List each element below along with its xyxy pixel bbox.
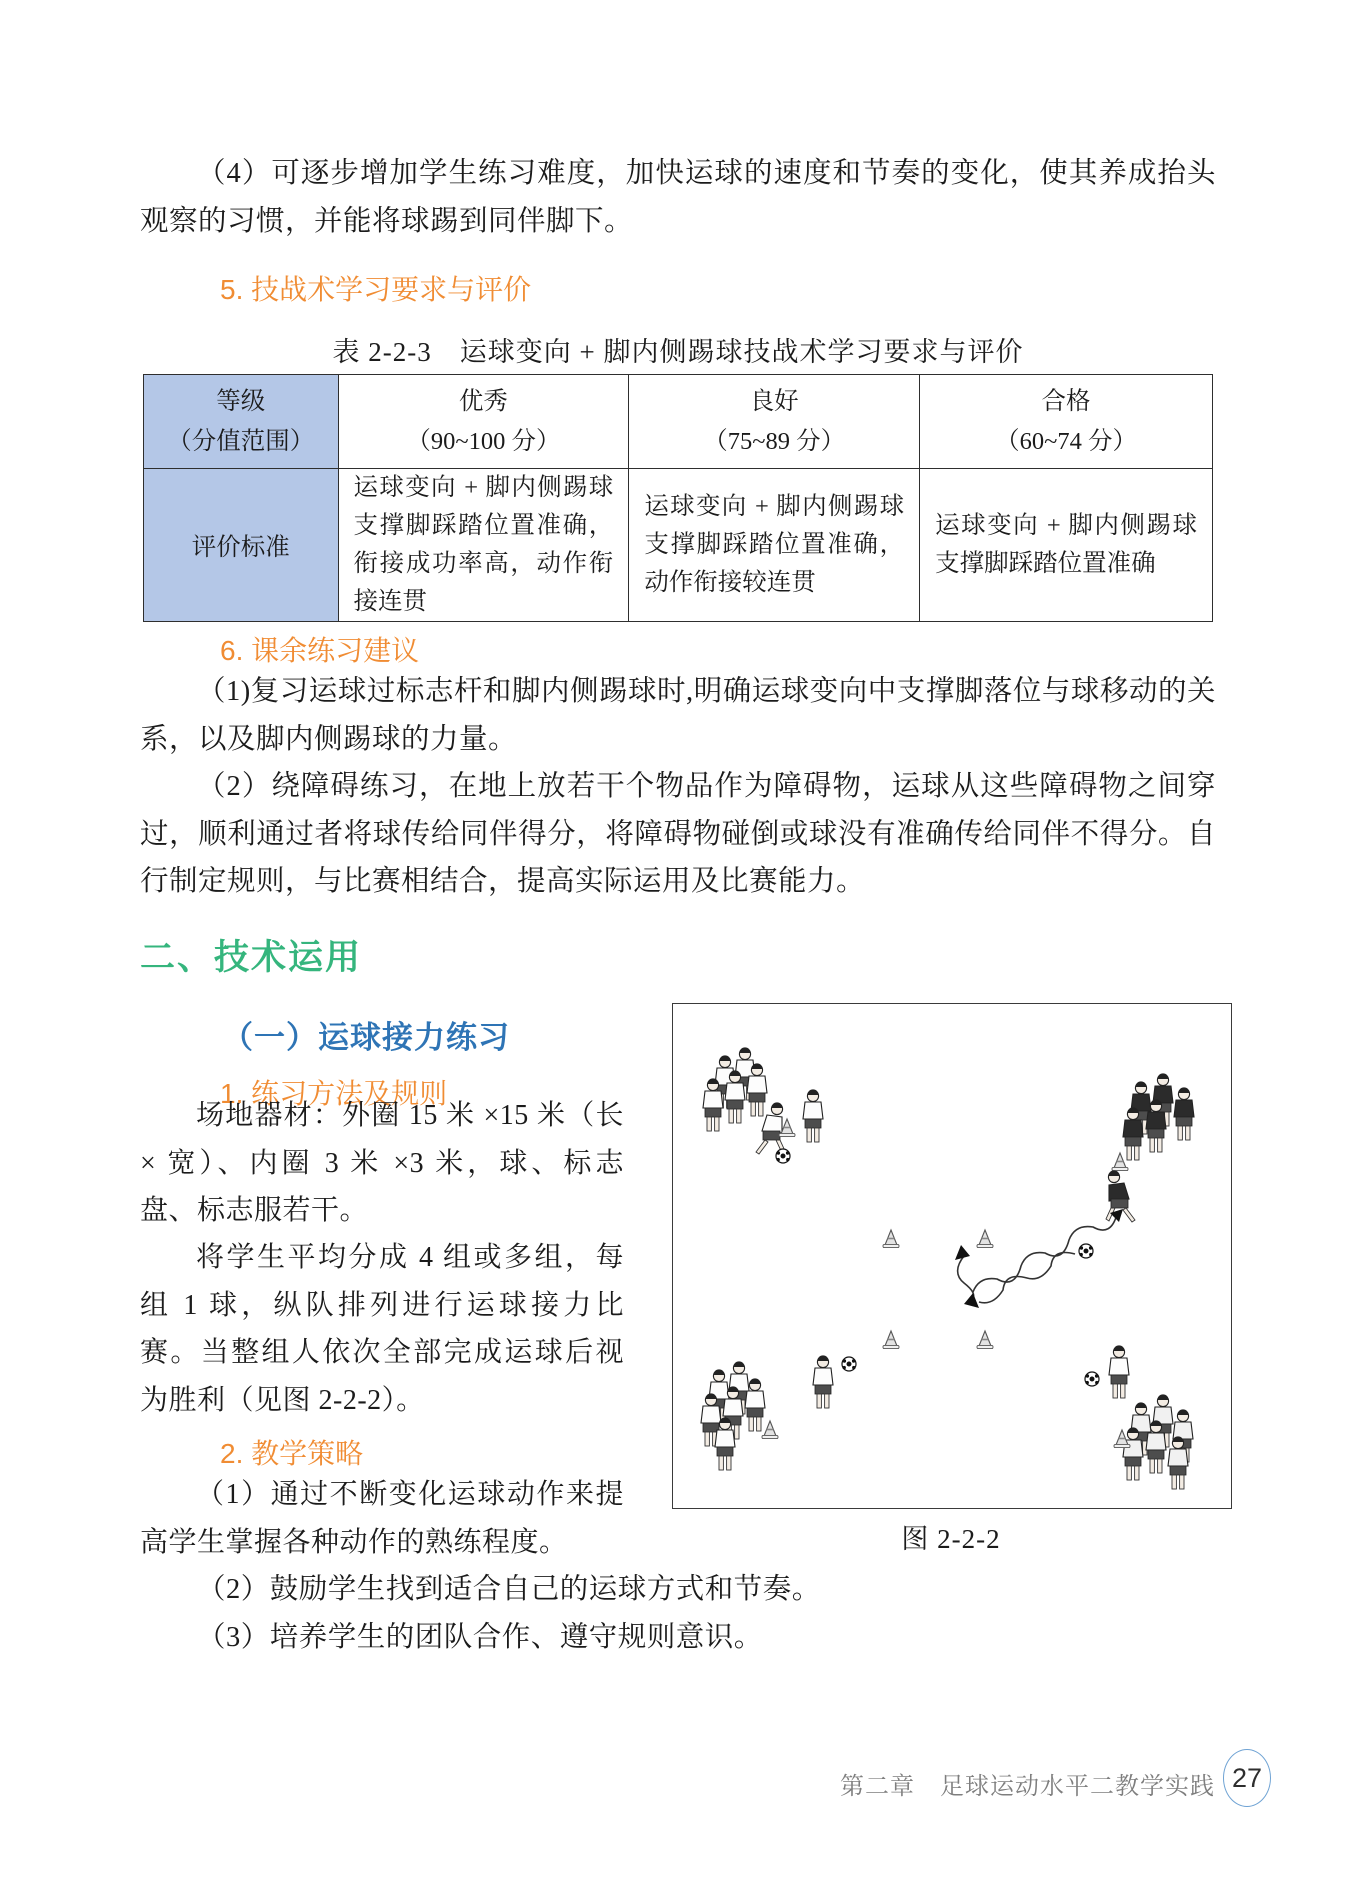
page-number-badge (1223, 1749, 1271, 1807)
criteria-excellent-cell: 运球变向 + 脚内侧踢球支撑脚踩踏位置准确，衔接成功率高，动作衔接连贯 (338, 469, 629, 622)
subsection-1-heading: （一）运球接力练习 (222, 1020, 510, 1055)
soccer-ball-icon (842, 1357, 856, 1371)
dribble-path (958, 1214, 1117, 1303)
cone-icon (1112, 1153, 1128, 1171)
page-number: 27 (1231, 1762, 1263, 1793)
method-1-paragraph-2: 将学生平均分成 4 组或多组，每组 1 球，纵队排列进行运球接力比赛。当整组人依次全部完成运球后视为胜利（见图 2-2-2）。 (140, 1242, 624, 1416)
criteria-pass-cell: 运球变向 + 脚内侧踢球支撑脚踩踏位置准确 (920, 469, 1213, 622)
path-arrowheads (955, 1209, 1123, 1308)
section-6-paragraph-2: （2）绕障碍练习，在地上放若干个物品作为障碍物，运球从这些障碍物之间穿过，顺利通过者将球传给同伴得分，将障碍物碰倒或球没有准确传给同伴不得分。自行制定规则，与比赛相结合，提高实际运用及比赛能力。 (140, 771, 1216, 897)
header-cell-pass: 合格 （60~74 分） (920, 375, 1213, 469)
header-cell-grade: 等级 （分值范围） (144, 375, 339, 469)
method-2-paragraph-1: （1）通过不断变化运球动作来提高学生掌握各种动作的熟练程度。 (140, 1479, 624, 1558)
soccer-ball-icon (1079, 1244, 1093, 1258)
criteria-good-cell: 运球变向 + 脚内侧踢球支撑脚踩踏位置准确，动作衔接较连贯 (629, 469, 920, 622)
player-group-top-left (703, 1047, 767, 1131)
player-group-top-right (1123, 1073, 1194, 1160)
part-2-heading: 二、技术运用 (140, 938, 363, 977)
paragraph-4: （4）可逐步增加学生练习难度，加快运球的速度和节奏的变化，使其养成抬头观察的习惯，并能将球踢到同伴脚下。 (140, 158, 1216, 237)
table-header-row (144, 375, 1213, 469)
row-label-cell: 评价标准 (144, 469, 339, 622)
evaluation-table (143, 374, 1213, 622)
table-body-row (144, 469, 1213, 622)
method-1-heading: 1. 练习方法及规则 (220, 1078, 448, 1109)
method-2-paragraph-2: （2）鼓励学生找到适合自己的运球方式和节奏。 (197, 1574, 821, 1605)
player-group-bottom-right (1123, 1394, 1193, 1489)
cone-icon (762, 1421, 778, 1439)
receiver-bottom-right (1109, 1345, 1129, 1398)
receiver-bottom-left (813, 1355, 833, 1408)
inner-square-cones (883, 1230, 993, 1349)
method-1-paragraph-1: 场地器材：外圈 15 米 ×15 米（长 × 宽）、内圈 3 米 ×3 米，球、标志盘、标志服若干。 (140, 1100, 624, 1226)
section-5-heading: 5. 技战术学习要求与评价 (220, 274, 532, 305)
header-cell-excellent: 优秀 （90~100 分） (338, 375, 629, 469)
player-group-bottom-left (701, 1361, 765, 1470)
section-6-heading: 6. 课余练习建议 (220, 635, 420, 666)
section-6-paragraph-1: （1)复习运球过标志杆和脚内侧踢球时,明确运球变向中支撑脚落位与球移动的关系，以及脚内侧踢球的力量。 (140, 676, 1216, 755)
footer-chapter: 第二章 足球运动水平二教学实践 (840, 1773, 1215, 1800)
method-2-paragraph-3: （3）培养学生的团队合作、遵守规则意识。 (197, 1622, 763, 1653)
figure-caption: 图 2-2-2 (901, 1524, 1001, 1554)
soccer-ball-icon (1085, 1372, 1099, 1386)
figure-2-2-2 (672, 1003, 1232, 1509)
receiver-top-left (803, 1089, 823, 1142)
method-2-heading: 2. 教学策略 (220, 1438, 364, 1469)
table-2-2-3-title: 表 2-2-3 运球变向 + 脚内侧踢球技战术学习要求与评价 (332, 337, 1024, 367)
relay-drill-illustration (673, 1004, 1231, 1508)
header-cell-good: 良好 （75~89 分） (629, 375, 920, 469)
soccer-ball-icon (776, 1149, 790, 1163)
